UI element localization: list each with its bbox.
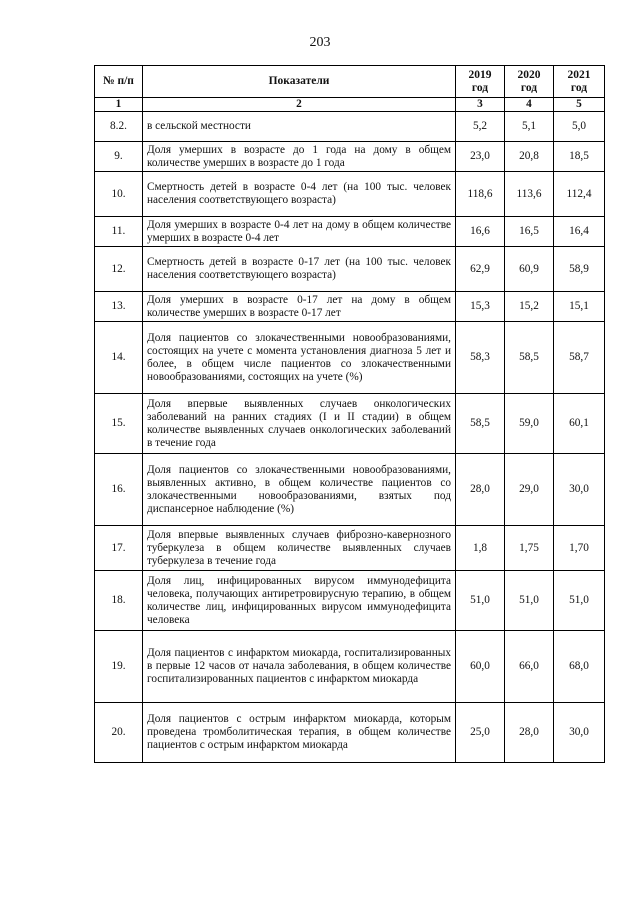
value-2020: 16,5 [505, 217, 554, 247]
value-2020: 60,9 [505, 247, 554, 292]
row-number: 20. [95, 703, 143, 763]
indicator-text: Доля пациентов с острым инфарктом миокарда, которым проведена тромболитическая терапия, в общем количестве пациентов с острым инфарктом миокарда [143, 703, 456, 763]
page-number: 203 [309, 35, 331, 50]
header-num: № п/п [95, 66, 143, 98]
value-2020: 28,0 [505, 703, 554, 763]
table-row [95, 217, 605, 247]
value-2021: 51,0 [554, 571, 605, 631]
table-header-row [95, 66, 605, 98]
row-number: 18. [95, 571, 143, 631]
column-index-row [95, 98, 605, 112]
row-number: 10. [95, 172, 143, 217]
value-2021: 1,70 [554, 526, 605, 571]
header-2019: 2019 год [456, 66, 505, 98]
value-2020: 51,0 [505, 571, 554, 631]
value-2021: 112,4 [554, 172, 605, 217]
table-row [95, 631, 605, 703]
value-2019: 62,9 [456, 247, 505, 292]
value-2020: 58,5 [505, 322, 554, 394]
indicator-text: Смертность детей в возрасте 0-4 лет (на 100 тыс. человек населения соответствующего возраста) [143, 172, 456, 217]
value-2020: 1,75 [505, 526, 554, 571]
table-row [95, 172, 605, 217]
indicator-text: Доля пациентов со злокачественными новообразованиями, состоящих на учете с момента установления диагноза 5 лет и более, в общем числе пациентов со злокачественными новообразованиями, состоящих на учете (%) [143, 322, 456, 394]
table-row [95, 112, 605, 142]
index-cell: 2 [143, 98, 456, 112]
table-row [95, 394, 605, 454]
header-2021: 2021 год [554, 66, 605, 98]
indicator-text: Доля умерших в возрасте до 1 года на дому в общем количестве умерших в возрасте до 1 года [143, 142, 456, 172]
index-cell: 5 [554, 98, 605, 112]
indicator-text: Доля умерших в возрасте 0-4 лет на дому в общем количестве умерших в возрасте 0-4 лет [143, 217, 456, 247]
value-2019: 23,0 [456, 142, 505, 172]
value-2021: 5,0 [554, 112, 605, 142]
indicator-text: Доля впервые выявленных случаев онкологических заболеваний на ранних стадиях (I и II стадии) в общем количестве выявленных случаев онкологических заболеваний в течение года [143, 394, 456, 454]
value-2019: 60,0 [456, 631, 505, 703]
index-cell: 1 [95, 98, 143, 112]
row-number: 9. [95, 142, 143, 172]
value-2019: 25,0 [456, 703, 505, 763]
table-body [95, 112, 605, 763]
indicator-text: Доля пациентов со злокачественными новообразованиями, выявленных активно, в общем количестве пациентов со злокачественными новообразованиями, взятых под диспансерное наблюдение (%) [143, 454, 456, 526]
row-number: 11. [95, 217, 143, 247]
value-2019: 16,6 [456, 217, 505, 247]
header-indicator: Показатели [143, 66, 456, 98]
value-2021: 58,7 [554, 322, 605, 394]
table-row [95, 322, 605, 394]
table-row [95, 571, 605, 631]
value-2020: 66,0 [505, 631, 554, 703]
value-2019: 51,0 [456, 571, 505, 631]
table-row [95, 292, 605, 322]
value-2019: 58,5 [456, 394, 505, 454]
table-row [95, 454, 605, 526]
row-number: 13. [95, 292, 143, 322]
indicators-table [94, 65, 605, 763]
row-number: 17. [95, 526, 143, 571]
value-2020: 29,0 [505, 454, 554, 526]
value-2021: 15,1 [554, 292, 605, 322]
indicator-text: Доля впервые выявленных случаев фиброзно-кавернозного туберкулеза в общем количестве выявленных случаев туберкулеза в течение года [143, 526, 456, 571]
value-2019: 15,3 [456, 292, 505, 322]
value-2019: 118,6 [456, 172, 505, 217]
index-cell: 3 [456, 98, 505, 112]
value-2020: 59,0 [505, 394, 554, 454]
value-2021: 30,0 [554, 454, 605, 526]
value-2021: 68,0 [554, 631, 605, 703]
row-number: 15. [95, 394, 143, 454]
table-row [95, 247, 605, 292]
header-2020: 2020 год [505, 66, 554, 98]
row-number: 19. [95, 631, 143, 703]
row-number: 14. [95, 322, 143, 394]
value-2020: 113,6 [505, 172, 554, 217]
table-row [95, 142, 605, 172]
row-number: 16. [95, 454, 143, 526]
row-number: 12. [95, 247, 143, 292]
value-2019: 58,3 [456, 322, 505, 394]
value-2019: 5,2 [456, 112, 505, 142]
indicator-text: Доля умерших в возрасте 0-17 лет на дому в общем количестве умерших в возрасте 0-17 лет [143, 292, 456, 322]
indicator-text: Доля пациентов с инфарктом миокарда, госпитализированных в первые 12 часов от начала заболевания, в общем количестве госпитализированных пациентов с инфарктом миокарда [143, 631, 456, 703]
value-2020: 20,8 [505, 142, 554, 172]
value-2021: 30,0 [554, 703, 605, 763]
value-2021: 58,9 [554, 247, 605, 292]
value-2021: 60,1 [554, 394, 605, 454]
value-2020: 5,1 [505, 112, 554, 142]
indicator-text: в сельской местности [143, 112, 456, 142]
indicator-text: Смертность детей в возрасте 0-17 лет (на 100 тыс. человек населения соответствующего возраста) [143, 247, 456, 292]
row-number: 8.2. [95, 112, 143, 142]
table-row [95, 526, 605, 571]
value-2019: 1,8 [456, 526, 505, 571]
value-2021: 16,4 [554, 217, 605, 247]
indicator-text: Доля лиц, инфицированных вирусом иммунодефицита человека, получающих антиретровирусную терапию, в общем количестве лиц, инфицированных вирусом иммунодефицита человека [143, 571, 456, 631]
index-cell: 4 [505, 98, 554, 112]
value-2021: 18,5 [554, 142, 605, 172]
table-row [95, 703, 605, 763]
value-2019: 28,0 [456, 454, 505, 526]
value-2020: 15,2 [505, 292, 554, 322]
